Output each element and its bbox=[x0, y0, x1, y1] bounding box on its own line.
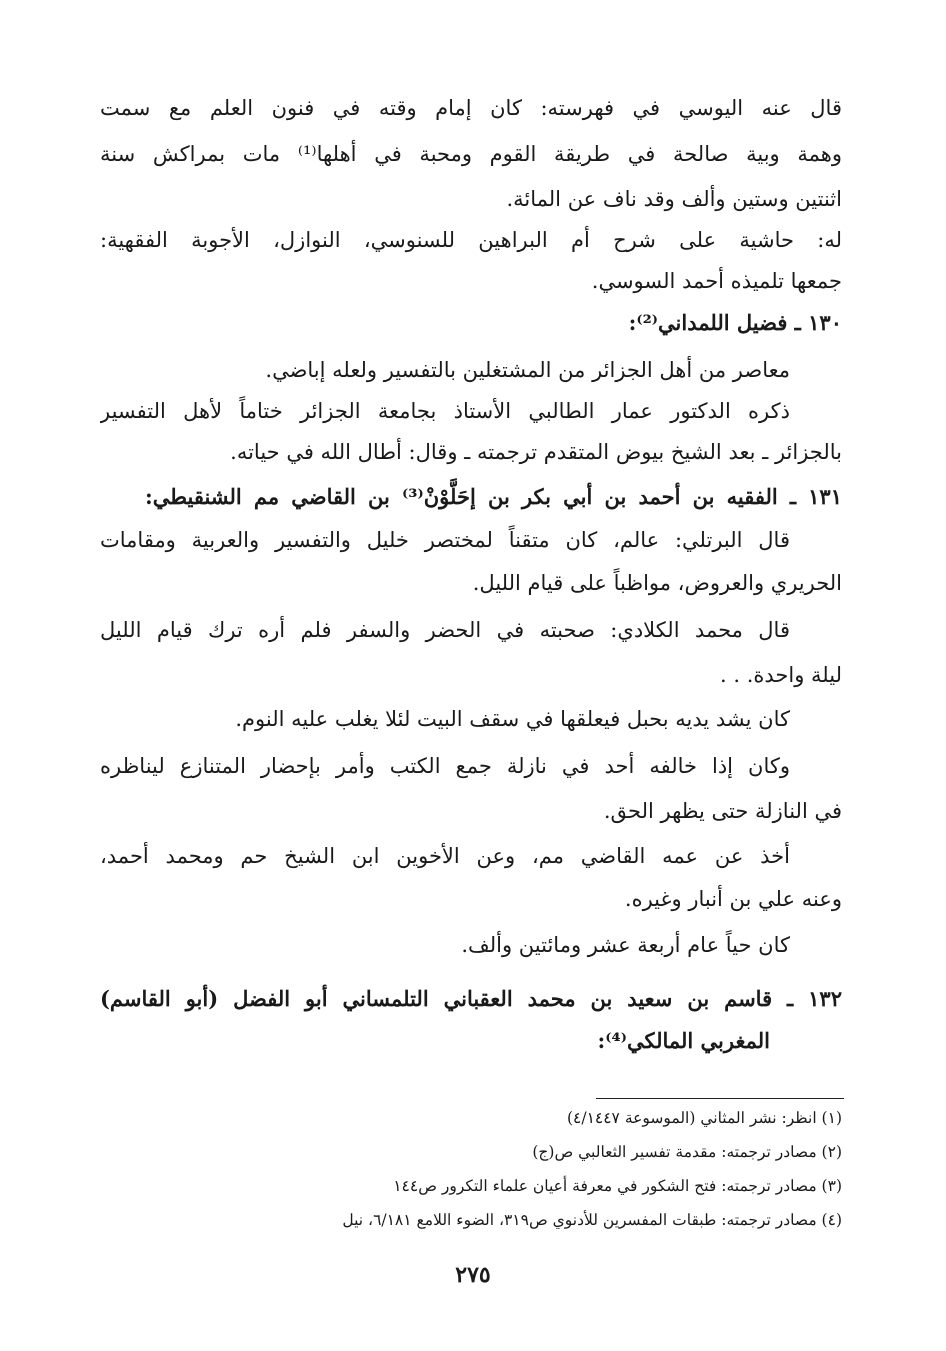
entry-heading-132-cont: المغربي المالكي⁽⁴⁾: bbox=[597, 1028, 770, 1053]
body-line: وهمة وبية صالحة في طريقة القوم ومحبة في أهلها⁽¹⁾ مات بمراكش سنة bbox=[100, 142, 842, 166]
body-line: وكان إذا خالفه أحد في نازلة جمع الكتب وأمر بإحضار المتنازع ليناظره bbox=[100, 754, 790, 778]
body-line: قال البرتلي: عالم، كان متقناً لمختصر خليل والتفسير والعربية ومقامات bbox=[100, 528, 790, 552]
body-line: قال محمد الكلادي: صحبته في الحضر والسفر فلم أره ترك قيام الليل bbox=[100, 618, 790, 642]
page-number: ٢٧٥ bbox=[455, 1262, 491, 1288]
body-line: وعنه علي بن أنبار وغيره. bbox=[624, 887, 842, 911]
body-line: كان حياً عام أربعة عشر ومائتين وألف. bbox=[461, 933, 790, 957]
body-line: ليلة واحدة. . . bbox=[720, 663, 842, 687]
entry-heading-130: ١٣٠ ـ فضيل اللمداني⁽²⁾: bbox=[628, 310, 842, 335]
entry-heading-131: ١٣١ ـ الفقيه بن أحمد بن أبي بكر بن إحَلَّوْنْ⁽³⁾ بن القاضي مم الشنقيطي: bbox=[145, 484, 842, 509]
footnote-divider bbox=[596, 1098, 844, 1099]
entry-heading-132: ١٣٢ ـ قاسم بن سعيد بن محمد العقباني التلمساني أبو الفضل (أبو القاسم) bbox=[100, 986, 842, 1011]
footnote-1: (١) انظر: نشر المثاني (الموسوعة ٤/١٤٤٧) bbox=[566, 1109, 842, 1127]
body-line: له: حاشية على شرح أم البراهين للسنوسي، النوازل، الأجوبة الفقهية: bbox=[100, 228, 842, 252]
body-line: معاصر من أهل الجزائر من المشتغلين بالتفسير ولعله إباضي. bbox=[265, 358, 790, 382]
body-line: اثنتين وستين وألف وقد ناف عن المائة. bbox=[506, 187, 842, 211]
body-line: كان يشد يديه بحبل فيعلقها في سقف البيت لئلا يغلب عليه النوم. bbox=[235, 707, 790, 731]
footnote-4: (٤) مصادر ترجمته: طبقات المفسرين للأدنوي ص٣١٩، الضوء اللامع ٦/١٨١، نيل bbox=[342, 1211, 842, 1229]
footnote-2: (٢) مصادر ترجمته: مقدمة تفسير الثعالبي ص(ج) bbox=[532, 1143, 842, 1161]
footnote-3: (٣) مصادر ترجمته: فتح الشكور في معرفة أعيان علماء التكرور ص١٤٤ bbox=[393, 1177, 842, 1195]
body-line: جمعها تلميذه أحمد السوسي. bbox=[591, 269, 842, 293]
body-line: قال عنه اليوسي في فهرسته: كان إمام وقته في فنون العلم مع سمت bbox=[100, 96, 842, 120]
body-line: ذكره الدكتور عمار الطالبي الأستاذ بجامعة الجزائر ختاماً لأهل التفسير bbox=[100, 399, 790, 423]
body-line: الحريري والعروض، مواظباً على قيام الليل. bbox=[472, 571, 842, 595]
body-line: في النازلة حتى يظهر الحق. bbox=[603, 799, 842, 823]
body-line: بالجزائر ـ بعد الشيخ بيوض المتقدم ترجمته ـ وقال: أطال الله في حياته. bbox=[230, 440, 842, 464]
body-line: أخذ عن عمه القاضي مم، وعن الأخوين ابن الشيخ حم ومحمد أحمد، bbox=[100, 844, 790, 868]
